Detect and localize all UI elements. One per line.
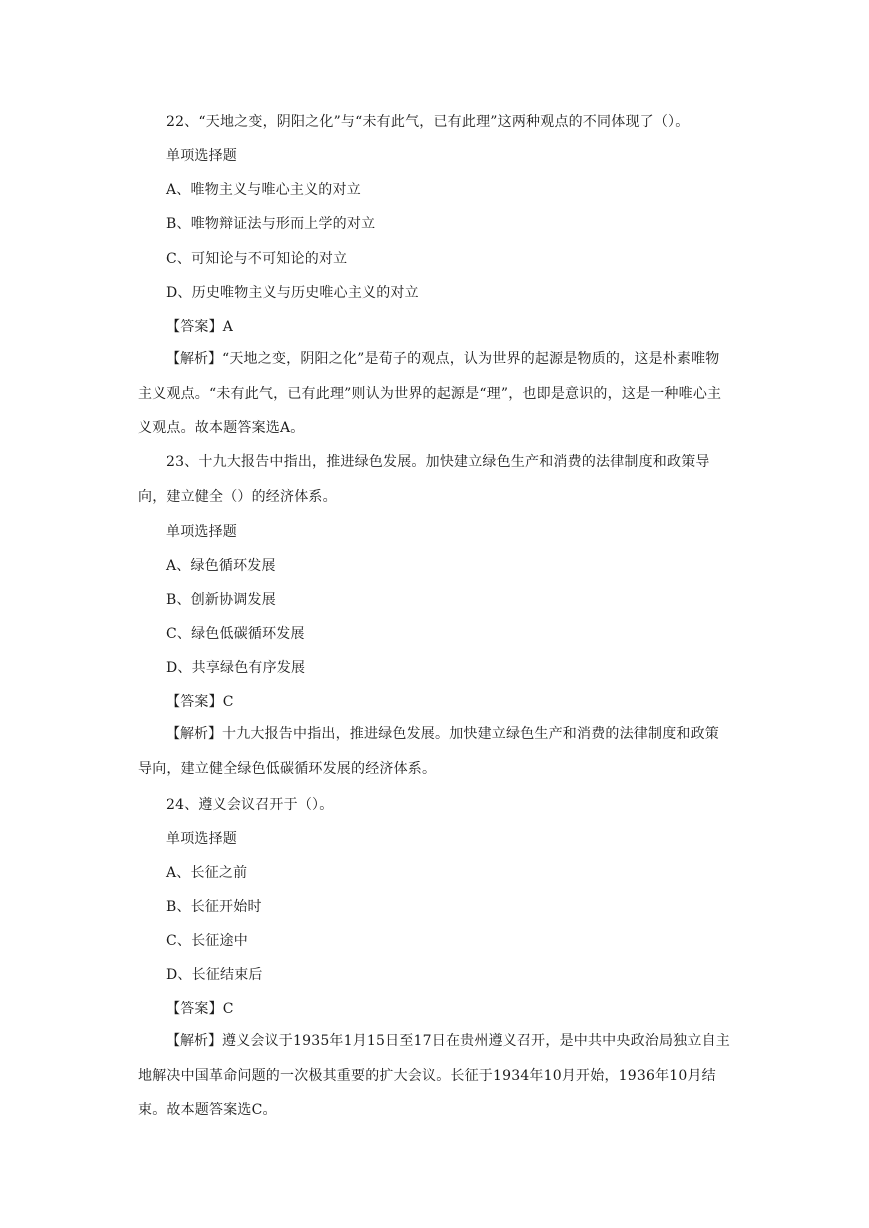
answer: 【答案】A: [166, 319, 234, 335]
option-b: B、长征开始时: [166, 899, 262, 915]
answer: 【答案】C: [166, 694, 234, 710]
question-type: 单项选择题: [166, 524, 237, 540]
option-d: D、历史唯物主义与历史唯心主义的对立: [166, 285, 419, 301]
question-stem: 22、“天地之变，阴阳之化”与“未有此气，已有此理”这两种观点的不同体现了（）。: [166, 114, 690, 130]
analysis: [138, 1024, 730, 1128]
option-c: C、绿色低碳循环发展: [166, 626, 305, 642]
option-a: A、长征之前: [166, 865, 248, 881]
analysis-text: “天地之变，阴阳之化”是荀子的观点，认为世界的起源是物质的，这是朴素唯物主义观点。“未有此气，已有此理”则认为世界的起源是“理”，也即是意识的，这是一种唯心主义观点。故本题答案选A。: [138, 351, 722, 436]
question-type: 单项选择题: [166, 148, 237, 164]
question-type: 单项选择题: [166, 831, 237, 847]
analysis: [138, 342, 730, 446]
analysis-tag: 【解析】: [166, 726, 222, 742]
analysis-text: 遵义会议于1935年1月15日至17日在贵州遵义召开，是中共中央政治局独立自主地解决中国革命问题的一次极其重要的扩大会议。长征于1934年10月开始，1936年10月结束。故本题答案选C。: [138, 1033, 730, 1118]
option-a: A、唯物主义与唯心主义的对立: [166, 182, 361, 198]
analysis-tag: 【解析】: [166, 1033, 222, 1049]
option-d: D、长征结束后: [166, 967, 263, 983]
question-stem: 23、十九大报告中指出，推进绿色发展。加快建立绿色生产和消费的法律制度和政策导向，建立健全（）的经济体系。: [138, 454, 710, 505]
option-c: C、长征途中: [166, 933, 248, 949]
analysis: [138, 717, 730, 786]
option-b: B、创新协调发展: [166, 592, 276, 608]
answer: 【答案】C: [166, 1001, 234, 1017]
option-a: A、绿色循环发展: [166, 558, 276, 574]
analysis-text: 十九大报告中指出，推进绿色发展。加快建立绿色生产和消费的法律制度和政策导向，建立健全绿色低碳循环发展的经济体系。: [138, 726, 719, 777]
analysis-tag: 【解析】: [166, 351, 222, 367]
option-c: C、可知论与不可知论的对立: [166, 251, 348, 267]
option-b: B、唯物辩证法与形而上学的对立: [166, 216, 376, 232]
option-d: D、共享绿色有序发展: [166, 660, 306, 676]
question-stem: 24、遵义会议召开于（）。: [166, 797, 334, 813]
